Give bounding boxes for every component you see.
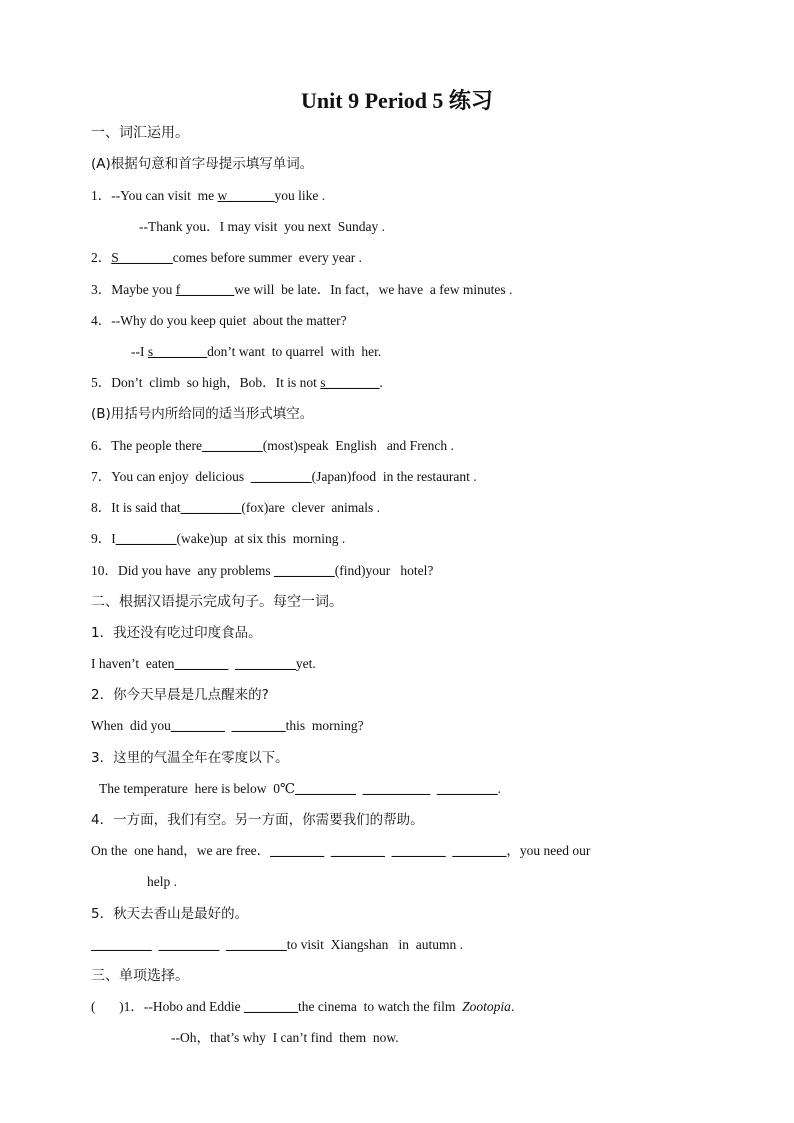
text-segment: (most)speak English and French . [262, 438, 454, 453]
exercise-line [91, 561, 433, 581]
text-segment: 7．You can enjoy delicious [91, 469, 251, 484]
text-segment [430, 781, 437, 796]
instruction-line: 2．你今天早晨是几点醒来的? [91, 687, 269, 703]
answer-blank[interactable]: _________ [250, 469, 312, 484]
text-segment: (fox)are clever animals . [241, 500, 381, 515]
answer-blank[interactable]: s________ [320, 375, 380, 390]
text-segment [225, 718, 232, 733]
answer-blank[interactable]: ________ [170, 718, 225, 733]
text-segment: ，you need our [506, 843, 591, 858]
exercise-line [91, 997, 514, 1017]
text-segment: we will be late．In fact，we have a few minutes . [234, 282, 513, 297]
text-segment: to visit Xiangshan in autumn . [286, 937, 463, 952]
instruction-line: (A)根据句意和首字母提示填写单词。 [91, 156, 314, 172]
exercise-line [91, 248, 362, 268]
answer-blank[interactable]: __________ [362, 781, 431, 796]
exercise-line [91, 498, 380, 518]
exercise-line [91, 280, 512, 300]
answer-blank[interactable]: ________ [174, 656, 229, 671]
exercise-line [99, 779, 501, 799]
text-segment: 10．Did you have any problems [91, 563, 274, 578]
answer-blank[interactable]: _________ [180, 500, 242, 515]
section-heading: 二、根据汉语提示完成句子。每空一词。 [91, 594, 343, 610]
section-heading: 一、词汇运用。 [91, 125, 189, 141]
text-segment: --Thank you．I may visit you next Sunday . [139, 219, 385, 234]
text-segment: --Oh，that’s why I can’t find them now. [171, 1030, 399, 1045]
section-heading: 三、单项选择。 [91, 968, 189, 984]
text-segment: this morning? [285, 718, 364, 733]
text-segment: don’t want to quarrel with her. [207, 344, 382, 359]
text-segment: (find)your hotel? [334, 563, 434, 578]
answer-blank[interactable]: _________ [91, 937, 152, 952]
text-segment [219, 937, 226, 952]
exercise-line [91, 311, 347, 331]
answer-blank[interactable]: _________ [273, 563, 335, 578]
exercise-line [91, 467, 477, 487]
answer-blank[interactable]: w_______ [217, 188, 275, 203]
text-segment: help . [147, 874, 177, 889]
instruction-line: 3．这里的气温全年在零度以下。 [91, 750, 289, 766]
exercise-line [171, 1028, 399, 1048]
answer-blank[interactable]: _________ [158, 937, 220, 952]
text-segment: 3．Maybe you [91, 282, 176, 297]
exercise-line [139, 217, 385, 237]
text-segment: 4．--Why do you keep quiet about the matter? [91, 313, 347, 328]
text-segment: yet. [295, 656, 316, 671]
exercise-line [91, 186, 325, 206]
text-segment: . [497, 781, 502, 796]
text-segment: On the one hand，we are free． [91, 843, 271, 858]
text-segment: (Japan)food in the restaurant . [311, 469, 477, 484]
answer-blank[interactable]: _________ [201, 438, 263, 453]
exercise-line [91, 841, 590, 861]
answer-blank[interactable]: ________ [452, 843, 507, 858]
answer-blank[interactable]: _________ [115, 531, 177, 546]
answer-blank[interactable]: f________ [175, 282, 235, 297]
exercise-line [91, 654, 316, 674]
answer-blank[interactable]: ________ [231, 718, 286, 733]
exercise-line [91, 529, 345, 549]
text-segment: ( )1．--Hobo and Eddie [91, 999, 244, 1014]
exercise-line [91, 436, 454, 456]
text-segment: 8．It is said that [91, 500, 181, 515]
text-segment: 5．Don’t climb so high，Bob．It is not [91, 375, 321, 390]
exercise-line [91, 716, 364, 736]
text-segment [385, 843, 392, 858]
text-segment: you like . [274, 188, 326, 203]
text-segment: 9．I [91, 531, 116, 546]
text-segment: . [510, 999, 515, 1014]
answer-blank[interactable]: ________ [270, 843, 325, 858]
text-segment: (wake)up at six this morning . [176, 531, 346, 546]
answer-blank[interactable]: _________ [436, 781, 498, 796]
instruction-line: (B)用括号内所给同的适当形式填空。 [91, 406, 314, 422]
text-segment: . [379, 375, 383, 390]
answer-blank[interactable]: s________ [147, 344, 208, 359]
answer-blank[interactable]: ________ [243, 999, 298, 1014]
answer-blank[interactable]: ________ [330, 843, 385, 858]
answer-blank[interactable]: _________ [226, 937, 287, 952]
answer-blank[interactable]: _________ [295, 781, 356, 796]
text-segment [324, 843, 331, 858]
text-segment [356, 781, 363, 796]
exercise-line [91, 935, 463, 955]
text-segment: 6．The people there [91, 438, 202, 453]
instruction-line: 5．秋天去香山是最好的。 [91, 906, 249, 922]
text-segment: the cinema to watch the film [297, 999, 463, 1014]
page-title: Unit 9 Period 5 练习 [301, 88, 493, 113]
answer-blank[interactable]: _________ [235, 656, 296, 671]
text-segment [152, 937, 159, 952]
instruction-line: 4．一方面，我们有空。另一方面，你需要我们的帮助。 [91, 812, 424, 828]
exercise-line [131, 342, 381, 362]
text-segment: When did you [91, 718, 171, 733]
instruction-line: 1．我还没有吃过印度食品。 [91, 625, 262, 641]
exercise-line [147, 872, 177, 892]
text-segment: The temperature here is below 0℃ [99, 781, 296, 796]
text-segment: 2． [91, 250, 112, 265]
text-segment: I haven’t eaten [91, 656, 175, 671]
answer-blank[interactable]: ________ [391, 843, 446, 858]
text-segment: 1．--You can visit me [91, 188, 218, 203]
italic-text: Zootopia [462, 999, 511, 1014]
text-segment: --I [131, 344, 148, 359]
answer-blank[interactable]: S________ [111, 250, 173, 265]
exercise-line [91, 373, 383, 393]
text-segment: comes before summer every year . [172, 250, 363, 265]
